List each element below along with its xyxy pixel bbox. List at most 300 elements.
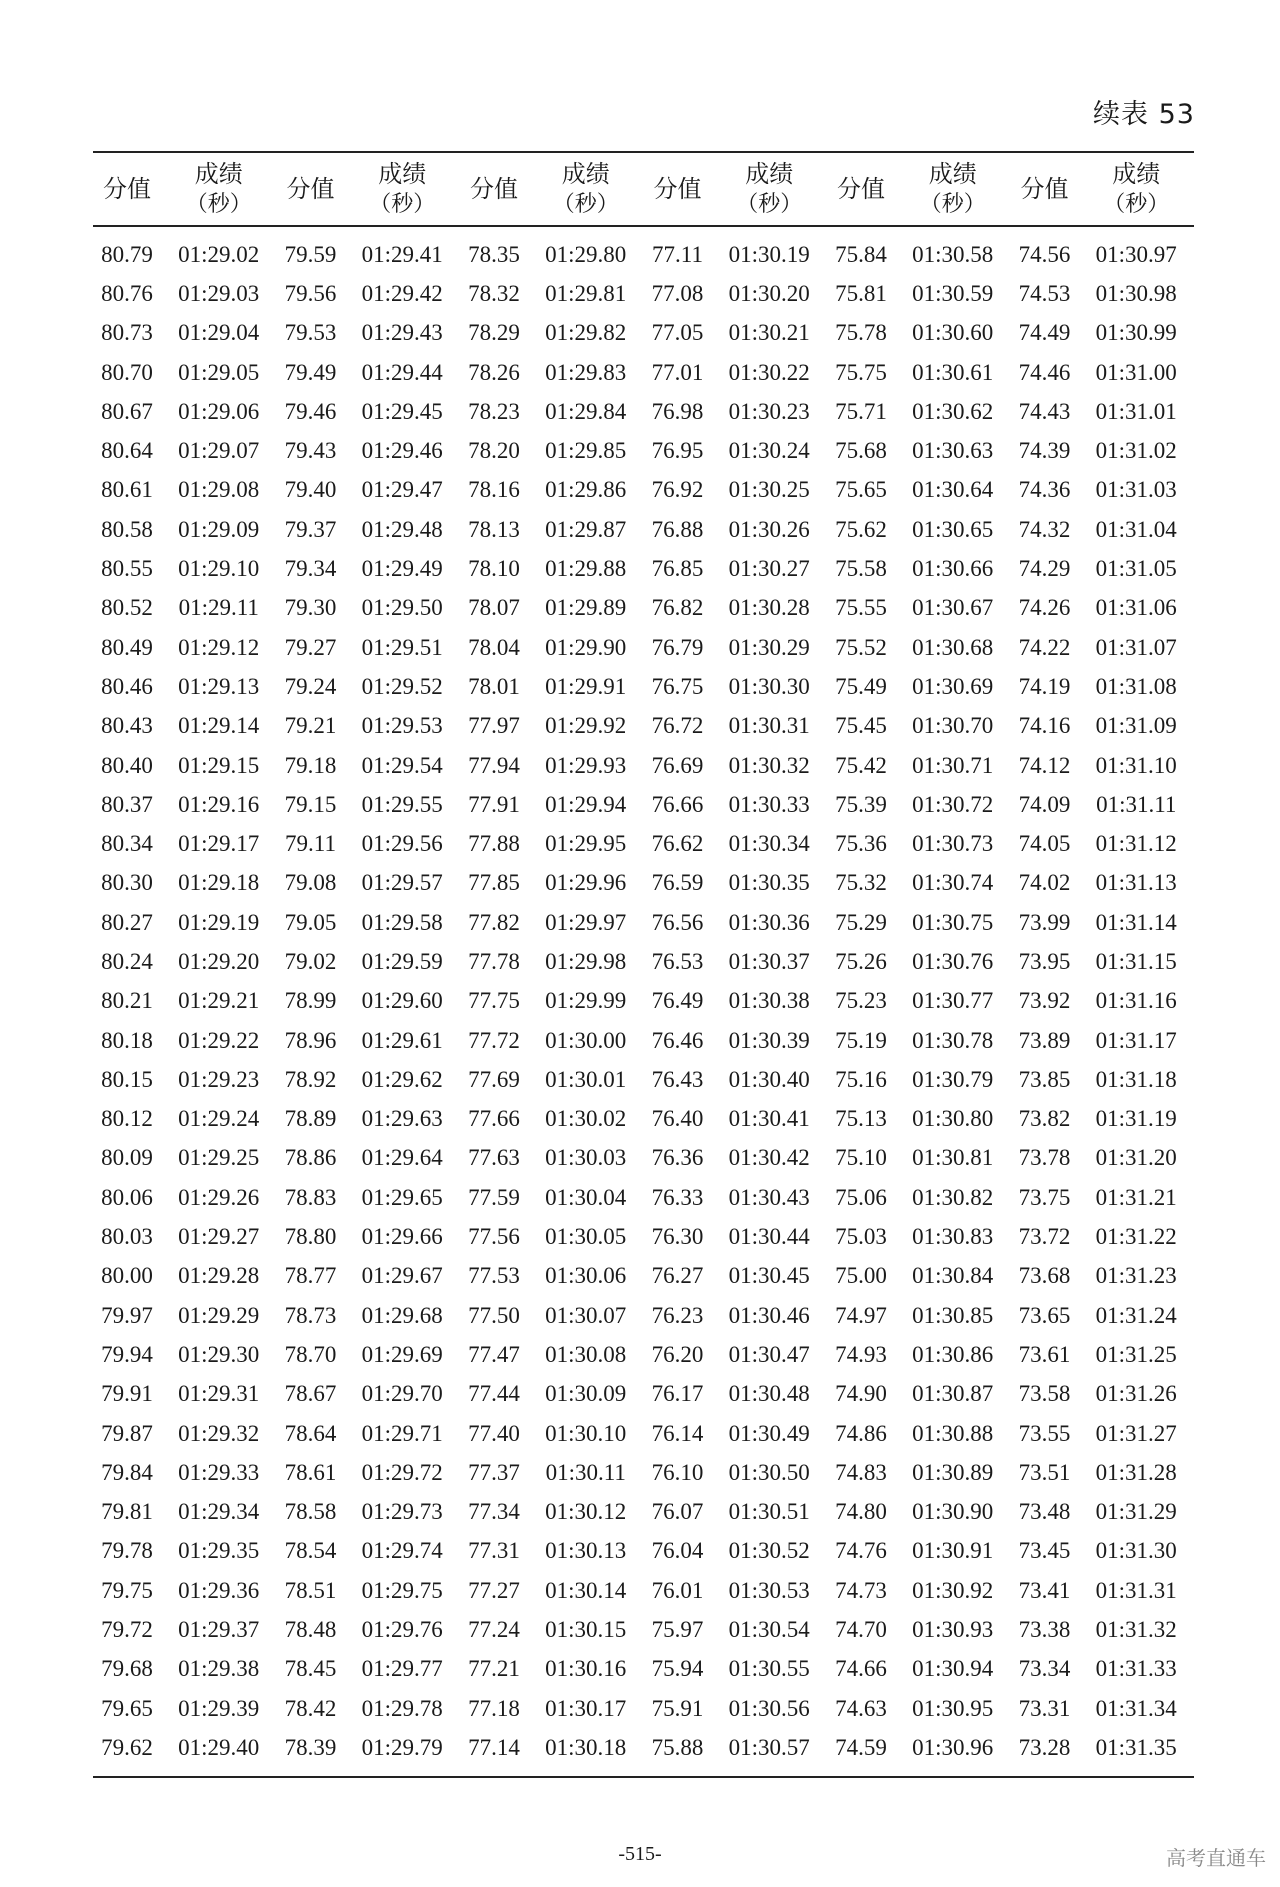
score-cell: 77.94 (468, 752, 520, 778)
header-result-label: 成绩 (745, 159, 794, 188)
table-row (93, 1414, 1194, 1453)
score-cell: 77.31 (468, 1538, 520, 1564)
score-cell: 76.17 (651, 1381, 704, 1407)
result-cell: 01:29.48 (361, 516, 443, 542)
result-cell: 01:30.86 (912, 1341, 994, 1367)
score-cell: 80.61 (101, 477, 153, 503)
result-cell: 01:29.18 (178, 870, 260, 896)
result-cell: 01:31.26 (1095, 1381, 1177, 1407)
result-cell: 01:30.05 (545, 1224, 627, 1250)
header-result (1079, 152, 1195, 226)
result-cell: 01:30.67 (912, 595, 994, 621)
score-cell: 73.82 (1018, 1106, 1071, 1132)
score-cell: 80.49 (101, 634, 153, 660)
result-cell: 01:29.16 (178, 791, 260, 817)
header-result (895, 152, 1011, 226)
table-row (93, 1217, 1194, 1256)
score-cell: 76.56 (651, 909, 704, 935)
score-cell: 80.40 (101, 752, 153, 778)
score-cell: 80.21 (101, 988, 153, 1014)
score-cell: 77.75 (468, 988, 520, 1014)
score-cell: 73.95 (1018, 948, 1071, 974)
score-cell: 74.12 (1018, 752, 1071, 778)
score-cell: 76.27 (651, 1263, 704, 1289)
score-cell: 80.52 (101, 595, 153, 621)
table-row (93, 431, 1194, 470)
score-cell: 75.62 (835, 516, 887, 542)
score-cell: 77.05 (651, 320, 704, 346)
score-cell: 75.06 (835, 1184, 887, 1210)
result-cell: 01:29.04 (178, 320, 260, 346)
result-cell: 01:30.14 (545, 1577, 627, 1603)
score-cell: 76.75 (651, 673, 704, 699)
score-cell: 77.97 (468, 713, 520, 739)
result-cell: 01:30.28 (728, 595, 810, 621)
score-cell: 76.30 (651, 1224, 704, 1250)
result-cell: 01:29.62 (361, 1066, 443, 1092)
result-cell: 01:30.13 (545, 1538, 627, 1564)
result-cell: 01:30.25 (728, 477, 810, 503)
score-cell: 80.12 (101, 1106, 153, 1132)
result-cell: 01:31.16 (1095, 988, 1177, 1014)
score-cell: 77.27 (468, 1577, 520, 1603)
result-cell: 01:31.35 (1095, 1734, 1177, 1760)
result-cell: 01:30.06 (545, 1263, 627, 1289)
table-row (93, 1296, 1194, 1335)
header-result (345, 152, 461, 226)
score-cell: 76.01 (651, 1577, 704, 1603)
score-cell: 76.72 (651, 713, 704, 739)
result-cell: 01:30.03 (545, 1145, 627, 1171)
header-result-unit: （秒） (185, 192, 252, 218)
result-cell: 01:29.46 (361, 438, 443, 464)
score-cell: 74.16 (1018, 713, 1071, 739)
result-cell: 01:31.18 (1095, 1066, 1177, 1092)
score-cell: 76.23 (651, 1302, 704, 1328)
result-cell: 01:29.27 (178, 1224, 260, 1250)
header-result-unit: （秒） (919, 192, 986, 218)
score-cell: 80.67 (101, 398, 153, 424)
score-cell: 79.21 (284, 713, 337, 739)
result-cell: 01:30.38 (728, 988, 810, 1014)
score-cell: 79.62 (101, 1734, 153, 1760)
score-cell: 74.76 (835, 1538, 887, 1564)
result-cell: 01:30.16 (545, 1656, 627, 1682)
result-cell: 01:30.26 (728, 516, 810, 542)
score-cell: 78.73 (284, 1302, 337, 1328)
table-row (93, 824, 1194, 863)
score-cell: 73.28 (1018, 1734, 1071, 1760)
header-score: 分值 (470, 174, 518, 203)
header-result-label: 成绩 (1112, 159, 1161, 188)
score-cell: 78.01 (468, 673, 520, 699)
score-cell: 76.20 (651, 1341, 704, 1367)
result-cell: 01:31.30 (1095, 1538, 1177, 1564)
result-cell: 01:30.09 (545, 1381, 627, 1407)
score-cell: 75.49 (835, 673, 887, 699)
table-row (93, 1610, 1194, 1649)
table-row (93, 1571, 1194, 1610)
score-cell: 80.43 (101, 713, 153, 739)
score-cell: 78.42 (284, 1695, 337, 1721)
result-cell: 01:29.90 (545, 634, 627, 660)
result-cell: 01:30.11 (545, 1459, 626, 1485)
result-cell: 01:31.11 (1096, 791, 1177, 817)
score-cell: 77.11 (652, 241, 703, 267)
score-cell: 74.19 (1018, 673, 1071, 699)
score-cell: 75.10 (835, 1145, 887, 1171)
result-cell: 01:31.08 (1095, 673, 1177, 699)
score-cell: 78.23 (468, 398, 520, 424)
score-cell: 76.04 (651, 1538, 704, 1564)
result-cell: 01:29.86 (545, 477, 627, 503)
result-cell: 01:29.52 (361, 673, 443, 699)
result-cell: 01:29.93 (545, 752, 627, 778)
result-cell: 01:31.27 (1095, 1420, 1177, 1446)
score-cell: 76.10 (651, 1459, 704, 1485)
result-cell: 01:30.50 (728, 1459, 810, 1485)
score-cell: 77.56 (468, 1224, 520, 1250)
header-result-label: 成绩 (561, 159, 610, 188)
score-cell: 77.50 (468, 1302, 520, 1328)
table-row (93, 1335, 1194, 1374)
score-cell: 79.84 (101, 1459, 153, 1485)
score-cell: 75.65 (835, 477, 887, 503)
table-row (93, 1178, 1194, 1217)
score-cell: 78.45 (284, 1656, 337, 1682)
result-cell: 01:31.03 (1095, 477, 1177, 503)
result-cell: 01:30.89 (912, 1459, 994, 1485)
score-cell: 73.78 (1018, 1145, 1071, 1171)
score-cell: 79.43 (284, 438, 337, 464)
score-cell: 79.37 (284, 516, 337, 542)
score-cell: 78.39 (284, 1734, 337, 1760)
result-cell: 01:29.34 (178, 1499, 260, 1525)
score-cell: 77.59 (468, 1184, 520, 1210)
score-cell: 76.40 (651, 1106, 704, 1132)
result-cell: 01:30.44 (728, 1224, 810, 1250)
result-cell: 01:29.36 (178, 1577, 260, 1603)
score-cell: 79.24 (284, 673, 337, 699)
result-cell: 01:29.29 (178, 1302, 260, 1328)
table-header-row (93, 152, 1194, 226)
result-cell: 01:30.49 (728, 1420, 810, 1446)
score-cell: 78.58 (284, 1499, 337, 1525)
score-cell: 79.72 (101, 1617, 153, 1643)
result-cell: 01:30.17 (545, 1695, 627, 1721)
score-cell: 73.48 (1018, 1499, 1071, 1525)
result-cell: 01:31.34 (1095, 1695, 1177, 1721)
result-cell: 01:30.71 (912, 752, 994, 778)
table-row (93, 1728, 1194, 1776)
score-cell: 76.79 (651, 634, 704, 660)
score-cell: 79.68 (101, 1656, 153, 1682)
score-cell: 80.37 (101, 791, 153, 817)
score-cell: 79.40 (284, 477, 337, 503)
result-cell: 01:31.23 (1095, 1263, 1177, 1289)
result-cell: 01:30.40 (728, 1066, 810, 1092)
score-cell: 76.36 (651, 1145, 704, 1171)
score-cell: 79.65 (101, 1695, 153, 1721)
score-cell: 80.03 (101, 1224, 153, 1250)
score-cell: 74.29 (1018, 556, 1071, 582)
result-cell: 01:29.69 (361, 1341, 443, 1367)
score-cell: 75.58 (835, 556, 887, 582)
header-score: 分值 (837, 174, 885, 203)
result-cell: 01:29.67 (361, 1263, 443, 1289)
score-cell: 74.02 (1018, 870, 1071, 896)
result-cell: 01:30.61 (912, 359, 994, 385)
score-cell: 78.92 (284, 1066, 337, 1092)
score-cell: 76.88 (651, 516, 704, 542)
score-cell: 80.46 (101, 673, 153, 699)
result-cell: 01:29.58 (361, 909, 443, 935)
score-cell: 75.78 (835, 320, 887, 346)
result-cell: 01:31.32 (1095, 1617, 1177, 1643)
result-cell: 01:30.78 (912, 1027, 994, 1053)
result-cell: 01:29.49 (361, 556, 443, 582)
result-cell: 01:30.73 (912, 831, 994, 857)
score-cell: 75.94 (651, 1656, 704, 1682)
result-cell: 01:30.74 (912, 870, 994, 896)
score-cell: 73.41 (1018, 1577, 1071, 1603)
result-cell: 01:29.08 (178, 477, 260, 503)
result-cell: 01:29.47 (361, 477, 443, 503)
score-cell: 73.65 (1018, 1302, 1071, 1328)
score-cell: 77.69 (468, 1066, 520, 1092)
score-cell: 79.11 (285, 831, 336, 857)
table-row (93, 353, 1194, 392)
score-cell: 79.15 (284, 791, 337, 817)
score-cell: 78.99 (284, 988, 337, 1014)
result-cell: 01:29.44 (361, 359, 443, 385)
result-cell: 01:29.54 (361, 752, 443, 778)
score-cell: 74.97 (835, 1302, 887, 1328)
score-cell: 76.49 (651, 988, 704, 1014)
result-cell: 01:29.59 (361, 948, 443, 974)
score-cell: 73.89 (1018, 1027, 1071, 1053)
result-cell: 01:29.99 (545, 988, 627, 1014)
score-cell: 80.24 (101, 948, 153, 974)
score-cell: 75.84 (835, 241, 887, 267)
result-cell: 01:30.22 (728, 359, 810, 385)
score-cell: 78.54 (284, 1538, 337, 1564)
score-cell: 75.03 (835, 1224, 887, 1250)
score-cell: 78.35 (468, 241, 520, 267)
result-cell: 01:30.29 (728, 634, 810, 660)
header-score: 分值 (103, 174, 151, 203)
result-cell: 01:29.68 (361, 1302, 443, 1328)
result-cell: 01:30.80 (912, 1106, 994, 1132)
result-cell: 01:29.76 (361, 1617, 443, 1643)
result-cell: 01:31.13 (1095, 870, 1177, 896)
result-cell: 01:29.82 (545, 320, 627, 346)
result-cell: 01:29.92 (545, 713, 627, 739)
score-cell: 75.29 (835, 909, 887, 935)
score-cell: 77.08 (651, 280, 704, 306)
score-cell: 74.39 (1018, 438, 1071, 464)
score-cell: 77.85 (468, 870, 520, 896)
score-cell: 73.31 (1018, 1695, 1071, 1721)
score-cell: 74.05 (1018, 831, 1071, 857)
score-cell: 77.82 (468, 909, 520, 935)
result-cell: 01:30.57 (728, 1734, 810, 1760)
score-cell: 78.51 (284, 1577, 337, 1603)
score-cell: 78.04 (468, 634, 520, 660)
score-cell: 78.13 (468, 516, 520, 542)
result-cell: 01:29.78 (361, 1695, 443, 1721)
result-cell: 01:29.55 (361, 791, 443, 817)
result-cell: 01:29.95 (545, 831, 627, 857)
result-cell: 01:30.00 (545, 1027, 627, 1053)
score-cell: 78.10 (468, 556, 520, 582)
score-cell: 76.53 (651, 948, 704, 974)
score-cell: 77.88 (468, 831, 520, 857)
result-cell: 01:30.15 (545, 1617, 627, 1643)
score-cell: 78.83 (284, 1184, 337, 1210)
score-cell: 75.00 (835, 1263, 887, 1289)
header-result-unit: （秒） (552, 192, 619, 218)
result-cell: 01:31.29 (1095, 1499, 1177, 1525)
result-cell: 01:29.15 (178, 752, 260, 778)
result-cell: 01:29.57 (361, 870, 443, 896)
score-cell: 80.30 (101, 870, 153, 896)
score-cell: 77.47 (468, 1341, 520, 1367)
table-body (93, 226, 1194, 1777)
table-row (93, 1453, 1194, 1492)
result-cell: 01:30.43 (728, 1184, 810, 1210)
table-row (93, 903, 1194, 942)
header-result-label: 成绩 (378, 159, 427, 188)
score-cell: 77.72 (468, 1027, 520, 1053)
score-cell: 78.07 (468, 595, 520, 621)
result-cell: 01:30.65 (912, 516, 994, 542)
result-cell: 01:30.66 (912, 556, 994, 582)
result-cell: 01:30.79 (912, 1066, 994, 1092)
score-cell: 79.75 (101, 1577, 153, 1603)
result-cell: 01:31.04 (1095, 516, 1177, 542)
score-cell: 76.62 (651, 831, 704, 857)
score-cell: 75.71 (835, 398, 887, 424)
header-result (712, 152, 828, 226)
score-cell: 74.56 (1018, 241, 1071, 267)
result-cell: 01:30.87 (912, 1381, 994, 1407)
score-cell: 74.53 (1018, 280, 1071, 306)
result-cell: 01:30.32 (728, 752, 810, 778)
table-row (93, 226, 1194, 274)
score-cell: 74.26 (1018, 595, 1071, 621)
score-cell: 74.32 (1018, 516, 1071, 542)
score-table (93, 151, 1194, 1778)
header-result-unit: （秒） (369, 192, 436, 218)
score-cell: 77.44 (468, 1381, 520, 1407)
score-cell: 76.14 (651, 1420, 704, 1446)
score-cell: 74.09 (1018, 791, 1071, 817)
result-cell: 01:31.12 (1095, 831, 1177, 857)
result-cell: 01:29.96 (545, 870, 627, 896)
result-cell: 01:30.91 (912, 1538, 994, 1564)
result-cell: 01:29.26 (178, 1184, 260, 1210)
result-cell: 01:29.89 (545, 595, 627, 621)
score-cell: 79.81 (101, 1499, 153, 1525)
score-cell: 79.87 (101, 1420, 153, 1446)
result-cell: 01:29.91 (545, 673, 627, 699)
table-row (93, 1060, 1194, 1099)
result-cell: 01:30.04 (545, 1184, 627, 1210)
score-cell: 74.22 (1018, 634, 1071, 660)
result-cell: 01:30.18 (545, 1734, 627, 1760)
result-cell: 01:29.60 (361, 988, 443, 1014)
result-cell: 01:30.12 (545, 1499, 627, 1525)
score-cell: 73.85 (1018, 1066, 1071, 1092)
result-cell: 01:29.25 (178, 1145, 260, 1171)
score-cell: 75.39 (835, 791, 887, 817)
score-cell: 73.58 (1018, 1381, 1071, 1407)
result-cell: 01:29.28 (178, 1263, 260, 1289)
result-cell: 01:29.77 (361, 1656, 443, 1682)
result-cell: 01:30.94 (912, 1656, 994, 1682)
result-cell: 01:31.14 (1095, 909, 1177, 935)
result-cell: 01:29.38 (178, 1656, 260, 1682)
result-cell: 01:29.23 (178, 1066, 260, 1092)
result-cell: 01:30.77 (912, 988, 994, 1014)
score-cell: 76.69 (651, 752, 704, 778)
score-cell: 74.63 (835, 1695, 887, 1721)
result-cell: 01:30.68 (912, 634, 994, 660)
score-cell: 77.14 (468, 1734, 520, 1760)
result-cell: 01:29.70 (361, 1381, 443, 1407)
result-cell: 01:30.08 (545, 1341, 627, 1367)
score-cell: 76.82 (651, 595, 704, 621)
table-row (93, 785, 1194, 824)
score-cell: 74.83 (835, 1459, 887, 1485)
score-cell: 79.78 (101, 1538, 153, 1564)
score-cell: 80.70 (101, 359, 153, 385)
score-cell: 78.96 (284, 1027, 337, 1053)
score-cell: 80.55 (101, 556, 153, 582)
result-cell: 01:29.66 (361, 1224, 443, 1250)
table-row (93, 549, 1194, 588)
score-cell: 80.09 (101, 1145, 153, 1171)
result-cell: 01:31.24 (1095, 1302, 1177, 1328)
score-cell: 78.70 (284, 1341, 337, 1367)
result-cell: 01:30.64 (912, 477, 994, 503)
score-cell: 79.05 (284, 909, 337, 935)
score-cell: 79.56 (284, 280, 337, 306)
score-cell: 76.59 (651, 870, 704, 896)
result-cell: 01:30.19 (728, 241, 810, 267)
score-cell: 77.01 (651, 359, 704, 385)
table-row (93, 667, 1194, 706)
table-row (93, 1493, 1194, 1532)
result-cell: 01:29.22 (178, 1027, 260, 1053)
table-row (93, 942, 1194, 981)
result-cell: 01:30.07 (545, 1302, 627, 1328)
score-cell: 79.49 (284, 359, 337, 385)
score-cell: 79.02 (284, 948, 337, 974)
score-cell: 76.95 (651, 438, 704, 464)
result-cell: 01:30.70 (912, 713, 994, 739)
result-cell: 01:31.10 (1095, 752, 1177, 778)
result-cell: 01:30.75 (912, 909, 994, 935)
result-cell: 01:30.52 (728, 1538, 810, 1564)
result-cell: 01:31.31 (1095, 1577, 1177, 1603)
score-cell: 73.72 (1018, 1224, 1071, 1250)
score-cell: 74.43 (1018, 398, 1071, 424)
result-cell: 01:31.17 (1095, 1027, 1177, 1053)
score-cell: 77.78 (468, 948, 520, 974)
result-cell: 01:29.06 (178, 398, 260, 424)
